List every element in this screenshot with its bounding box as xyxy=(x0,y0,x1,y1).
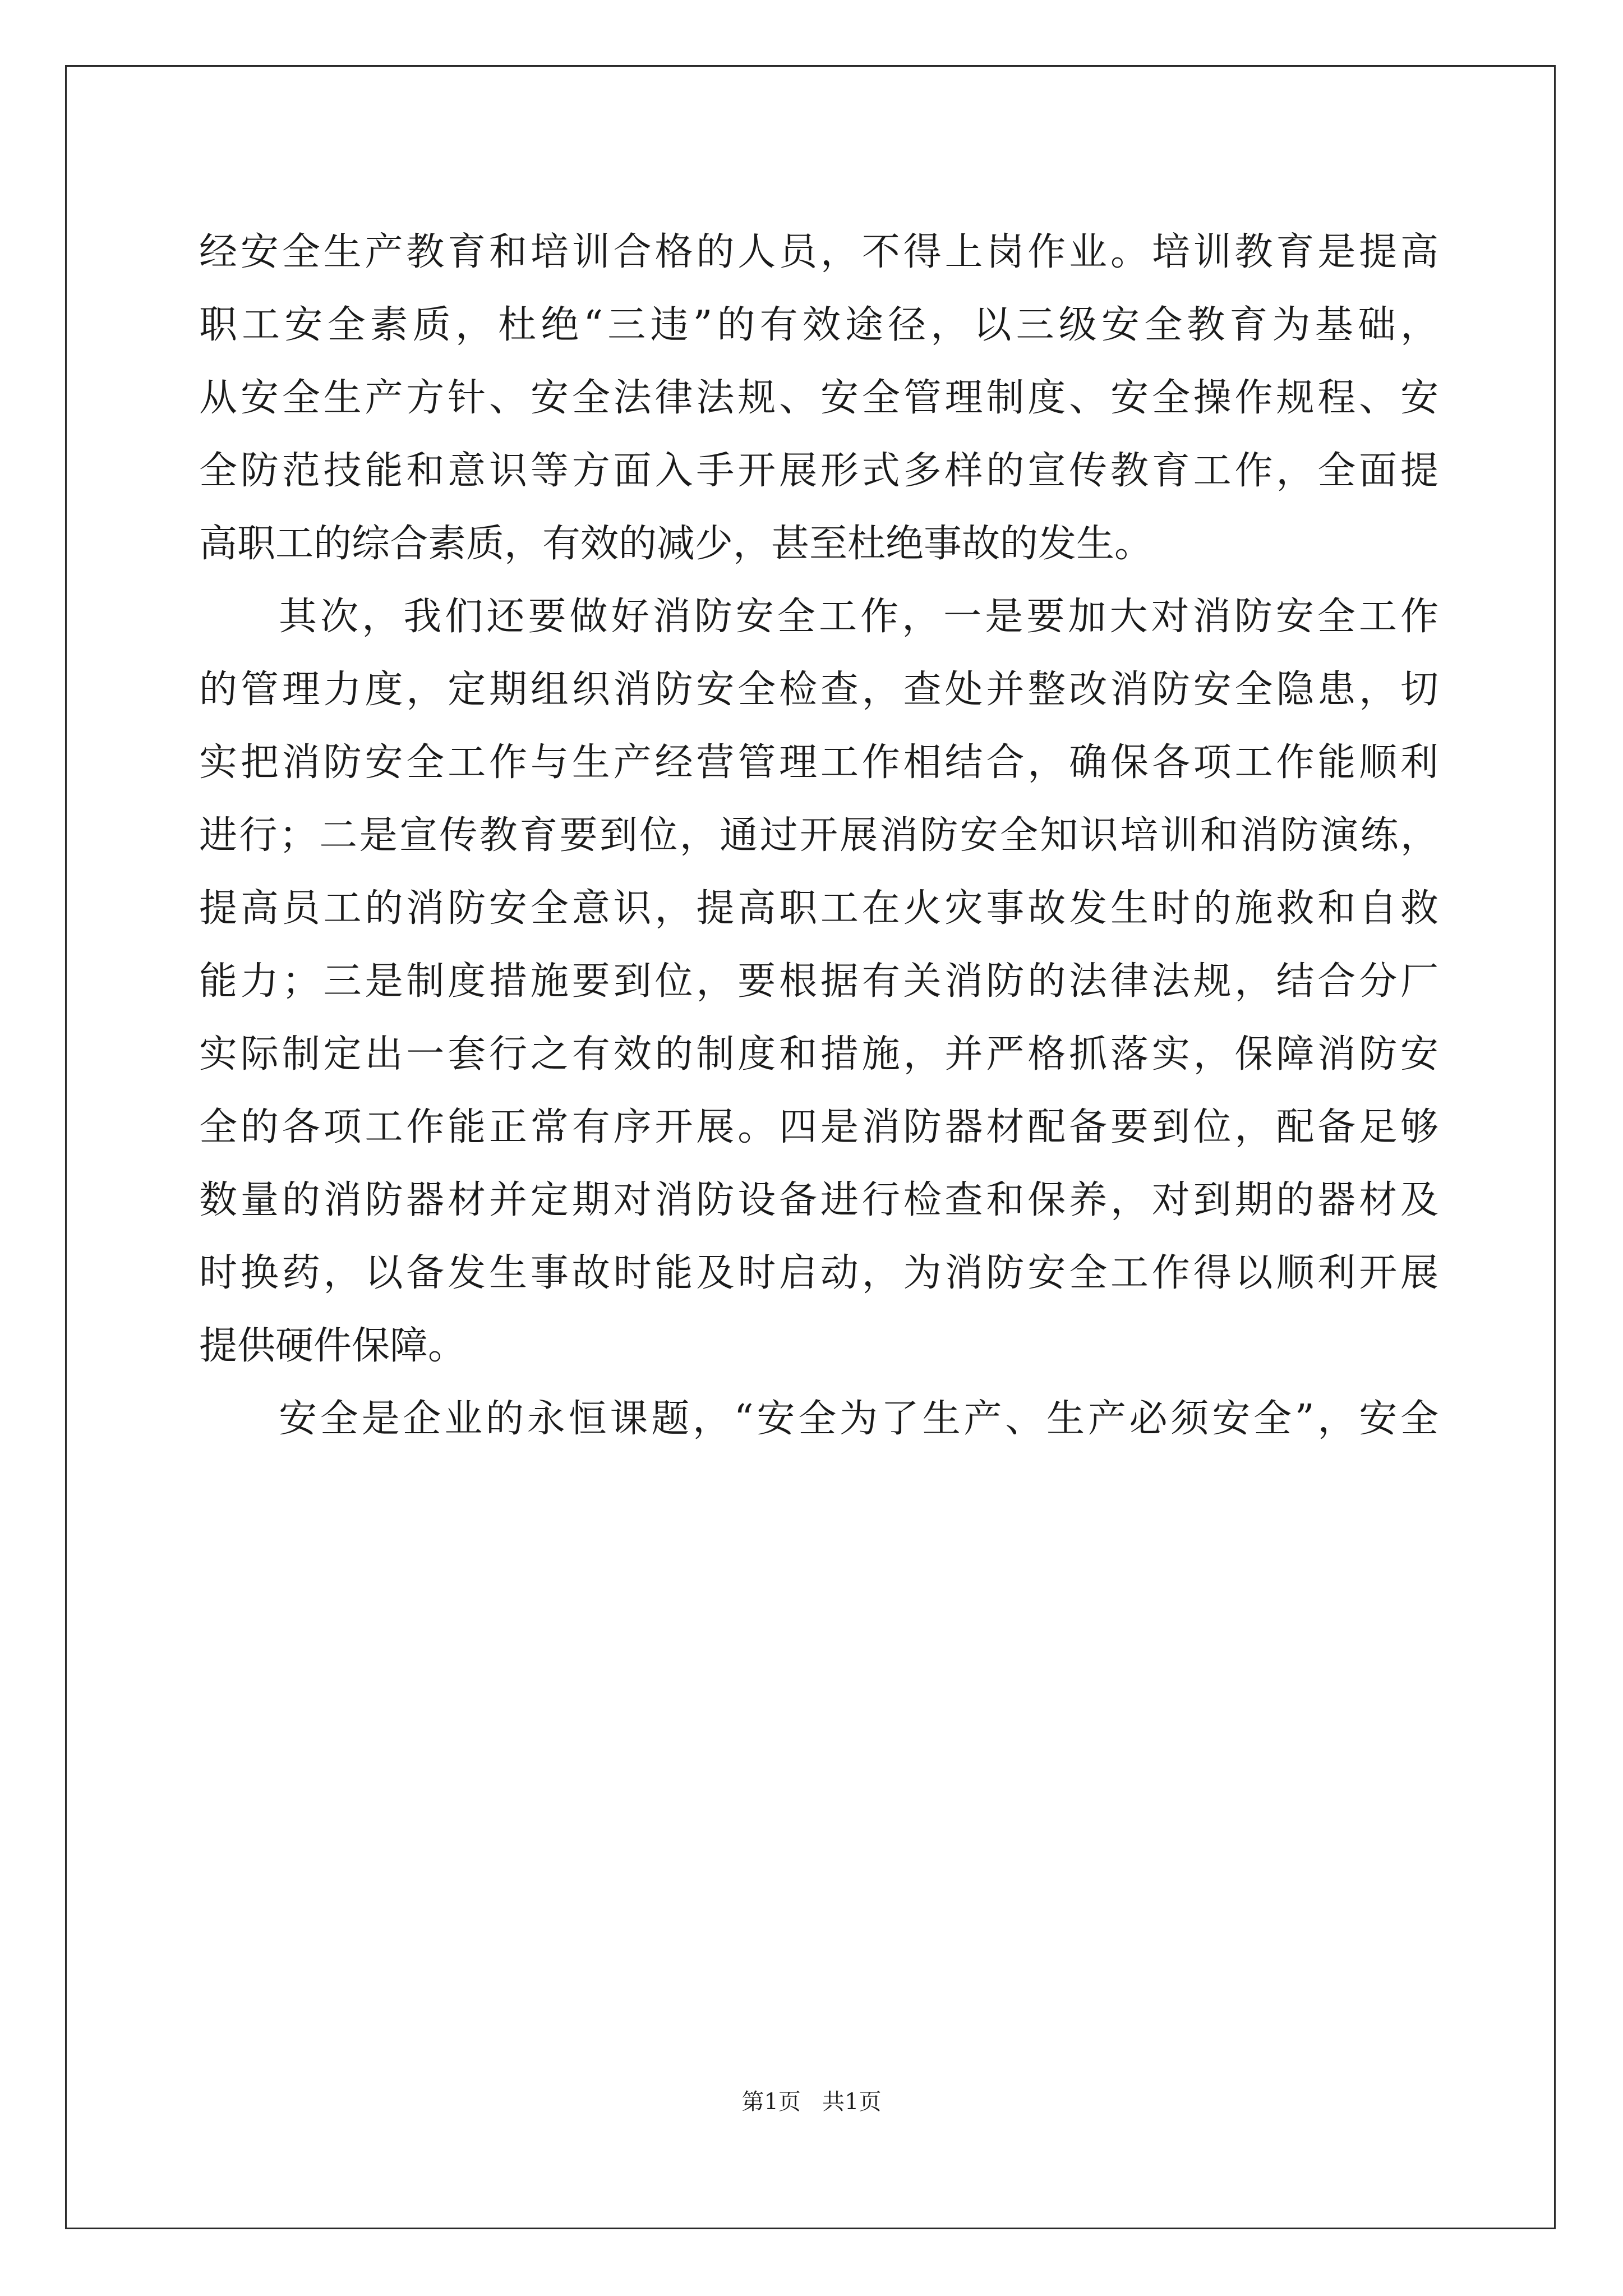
text-line: 能力；三是制度措施要到位，要根据有关消防的法律法规，结合分厂 xyxy=(199,959,1438,1004)
text-line: 经安全生产教育和培训合格的人员，不得上岗作业。培训教育是提高 xyxy=(199,230,1438,274)
text-line: 高职工的综合素质，有效的减少，甚至杜绝事故的发生。 xyxy=(199,522,1153,566)
text-line: 提高员工的消防安全意识，提高职工在火灾事故发生时的施救和自救 xyxy=(199,886,1438,931)
text-line: 职工安全素质，杜绝“三违”的有效途径，以三级安全教育为基础， xyxy=(199,303,1438,347)
page-footer: 第1页 共1页 xyxy=(741,2089,882,2115)
text-line: 时换药，以备发生事故时能及时启动，为消防安全工作得以顺利开展 xyxy=(199,1251,1438,1295)
text-line: 安全是企业的永恒课题，“安全为了生产、生产必须安全”，安全 xyxy=(279,1397,1438,1441)
text-line: 全的各项工作能正常有序开展。四是消防器材配备要到位，配备足够 xyxy=(199,1105,1438,1149)
text-line: 实把消防安全工作与生产经营管理工作相结合，确保各项工作能顺利 xyxy=(199,740,1438,785)
text-line: 其次，我们还要做好消防安全工作，一是要加大对消防安全工作 xyxy=(279,595,1438,639)
text-line: 数量的消防器材并定期对消防设备进行检查和保养，对到期的器材及 xyxy=(199,1178,1438,1222)
text-line: 全防范技能和意识等方面入手开展形式多样的宣传教育工作，全面提 xyxy=(199,449,1438,493)
text-line: 进行；二是宣传教育要到位，通过开展消防安全知识培训和消防演练， xyxy=(199,813,1438,858)
text-line: 提供硬件保障。 xyxy=(199,1324,467,1368)
text-line: 的管理力度，定期组织消防安全检查，查处并整改消防安全隐患，切 xyxy=(199,668,1438,712)
text-line: 实际制定出一套行之有效的制度和措施，并严格抓落实，保障消防安 xyxy=(199,1032,1438,1076)
text-line: 从安全生产方针、安全法律法规、安全管理制度、安全操作规程、安 xyxy=(199,376,1438,420)
